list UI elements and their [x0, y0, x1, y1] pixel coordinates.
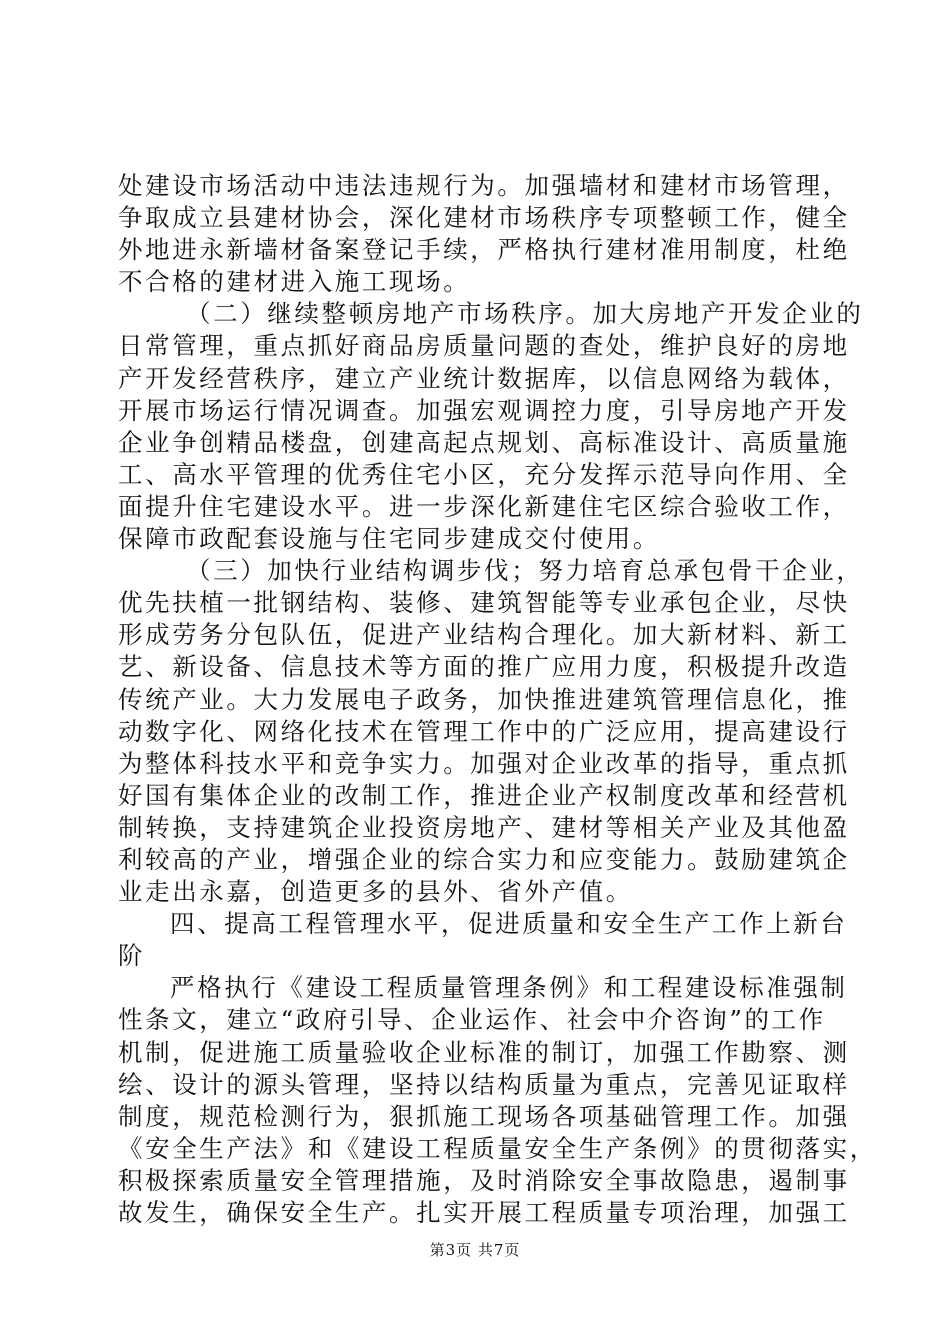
document-body — [118, 170, 877, 1229]
text-line: 艺、新设备、信息技术等方面的推广应用力度，积极提升改造 — [118, 652, 850, 682]
text-line: 故发生，确保安全生产。扎实开展工程质量专项治理，加强工 — [118, 1198, 850, 1227]
text-line: 好国有集体企业的改制工作，推进企业产权制度改革和经营机 — [118, 780, 850, 810]
text-line: 为整体科技水平和竞争实力。加强对企业改革的指导，重点抓 — [118, 748, 850, 778]
text-line: 企业争创精品楼盘，创建高起点规划、高标准设计、高质量施 — [118, 427, 850, 457]
text-line: 不合格的建材进入施工现场。 — [118, 267, 471, 297]
text-line: 外地进永新墙材备案登记手续，严格执行建材准用制度，杜绝 — [118, 235, 850, 265]
page-number-footer: 第3页 共7页 — [429, 1241, 521, 1259]
text-line: 面提升住宅建设水平。进一步深化新建住宅区综合验收工作， — [118, 491, 850, 521]
text-line: 形成劳务分包队伍，促进产业结构合理化。加大新材料、新工 — [118, 620, 850, 650]
text-line: 《安全生产法》和《建设工程质量安全生产条例》的贯彻落实， — [118, 1133, 877, 1163]
text-line: 严格执行《建设工程质量管理条例》和工程建设标准强制 — [170, 973, 848, 1003]
text-line: 制转换，支持建筑企业投资房地产、建材等相关产业及其他盈 — [118, 812, 850, 842]
text-line: 工、高水平管理的优秀住宅小区，充分发挥示范导向作用、全 — [118, 459, 850, 489]
text-line: 优先扶植一批钢结构、装修、建筑智能等专业承包企业，尽快 — [118, 588, 850, 618]
text-line: 业走出永嘉，创造更多的县外、省外产值。 — [118, 877, 633, 907]
text-line: 开展市场运行情况调查。加强宏观调控力度，引导房地产开发 — [118, 395, 850, 425]
text-line: 利较高的产业，增强企业的综合实力和应变能力。鼓励建筑企 — [118, 844, 850, 874]
text-line: 产开发经营秩序，建立产业统计数据库，以信息网络为载体， — [118, 363, 850, 393]
paragraph-heading-3: （三）加快行业结构调步伐；努力培育总承包骨干企业， — [186, 556, 864, 586]
text-line: 积极探索质量安全管理措施，及时消除安全事故隐患，遏制事 — [118, 1165, 850, 1195]
text-line: 绘、设计的源头管理，坚持以结构质量为重点，完善见证取样 — [118, 1069, 850, 1099]
text-line: 争取成立县建材协会，深化建材市场秩序专项整顿工作，健全 — [118, 203, 850, 233]
section-heading-4-continuation: 阶 — [118, 941, 146, 971]
text-line: 处建设市场活动中违法违规行为。加强墙材和建材市场管理， — [118, 171, 850, 200]
paragraph-heading-2: （二）继续整顿房地产市场秩序。加大房地产开发企业的 — [186, 299, 864, 329]
text-line: 日常管理，重点抓好商品房质量问题的查处，维护良好的房地 — [118, 331, 850, 361]
text-line: 传统产业。大力发展电子政务，加快推进建筑管理信息化，推 — [118, 684, 850, 714]
text-line: 性条文，建立“政府引导、企业运作、社会中介咨询”的工作 — [118, 1005, 826, 1035]
text-line: 动数字化、网络化技术在管理工作中的广泛应用，提高建设行 — [118, 716, 850, 746]
text-line: 制度，规范检测行为，狠抓施工现场各项基础管理工作。加强 — [118, 1101, 850, 1131]
text-line: 机制，促进施工质量验收企业标准的制订，加强工作勘察、测 — [118, 1037, 850, 1067]
text-line: 保障市政配套设施与住宅同步建成交付使用。 — [118, 524, 660, 554]
section-heading-4: 四、提高工程管理水平，促进质量和安全生产工作上新台 — [170, 909, 848, 939]
